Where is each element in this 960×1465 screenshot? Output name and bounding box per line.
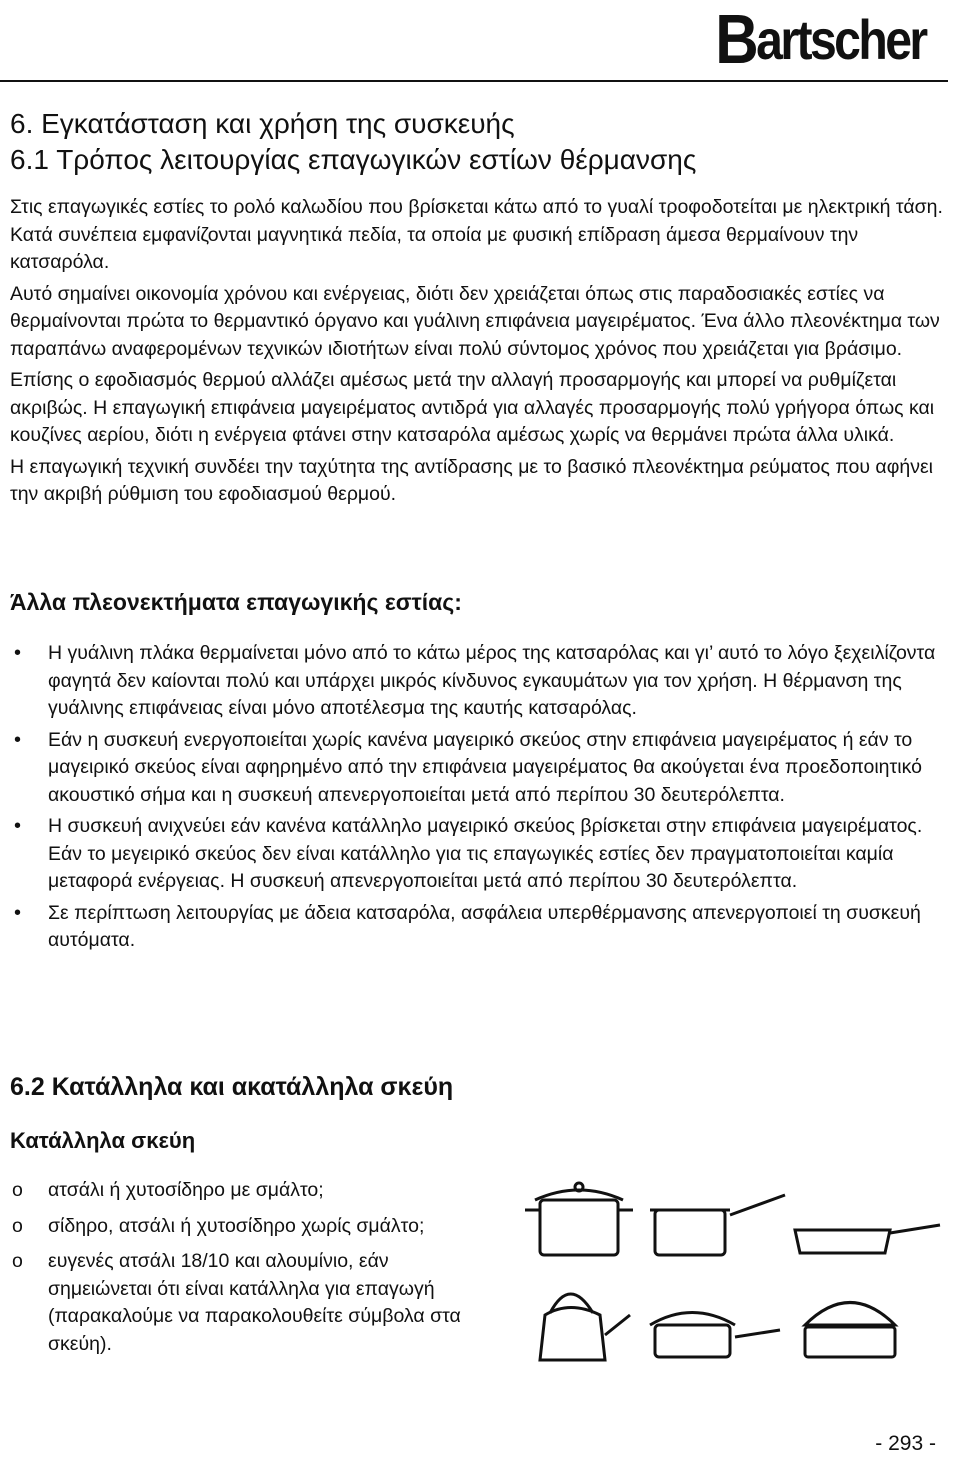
list-item: • Σε περίπτωση λειτουργίας με άδεια κατσαρόλα, ασφάλεια υπερθέρμανσης απενεργοποιεί τη συσκευή αυτόματα. bbox=[14, 901, 921, 951]
frying-pan-icon bbox=[795, 1225, 940, 1253]
stock-pot-icon bbox=[525, 1183, 633, 1255]
bullet-icon: • bbox=[14, 642, 22, 664]
list-item: o ευγενές ατσάλι 18/10 και αλουμίνιο, εάν σημειώνεται ότι είναι κατάλληλα για επαγωγή (παρακαλούμε να παρακολουθείτε σύμβολα στα σκεύη). bbox=[12, 1250, 461, 1355]
paragraph: Στις επαγωγικές εστίες το ρολό καλωδίου που βρίσκεται κάτω από το γυαλί τροφοδοτείται με ηλεκτρική τάση. Κατά συνέπεια εμφανίζονται μαγνητικά πεδία, τα οποία με φυσική επίδραση άμεσα θερμαίνουν την κατσαρόλα. bbox=[10, 196, 943, 273]
kettle-icon bbox=[540, 1294, 630, 1360]
list-item: • Εάν η συσκευή ενεργοποιείται χωρίς κανένα μαγειρικό σκεύος στην επιφάνεια μαγειρέματος ή εάν το μαγειρικό σκεύος είναι αφηρημένο από την επιφάνεια μαγειρέματος θα ακούγεται ένα προεδοποιητικό ακουστικό σήμα και η συσκευή απενεργοποιείται μετά από περίπου 30 δευτερόλεπτα. bbox=[14, 728, 922, 806]
saucepan-icon bbox=[650, 1195, 785, 1255]
list-item: • Η γυάλινη πλάκα θερμαίνεται μόνο από το κάτω μέρος της κατσαρόλας και γι’ αυτό το λόγο ξεχειλίζοντα φαγητά δεν καίονται πολύ και υπάρχει μικρός κίνδυνος εγκαυμάτων για τον χρήση. Η θέρμανση της γυάλινης επιφάνειας είναι μόνο αποτέλεσμα της καυτής κατσαρόλας. bbox=[14, 642, 936, 719]
section-6-2-title: 6.2 Κατάλληλα και ακατάλληλα σκεύη bbox=[10, 1073, 454, 1101]
paragraph: Επίσης ο εφοδιασμός θερμού αλλάζει αμέσως μετά την αλλαγή προσαρμογής και μπορεί να ρυθμίζεται ακριβώς. Η επαγωγική επιφάνεια μαγειρέματος αντιδρά για αλλαγές προσαρμογής πολύ γρήγορα όπως και κουζίνες αερίου, διότι η ενέργεια φτάνει στην κατσαρόλα αμέσως χωρίς να θερμάνει πρώτα άλλα υλικά. bbox=[10, 369, 935, 446]
bullet-icon: • bbox=[14, 815, 22, 837]
bartscher-logo: Bartscher bbox=[715, 0, 926, 78]
advantages-heading: Άλλα πλεονεκτήματα επαγωγικής εστίας: bbox=[10, 589, 462, 615]
suitable-cookware-list bbox=[10, 1177, 480, 1366]
list-item: • Η συσκευή ανιχνεύει εάν κανένα κατάλληλο μαγειρικό σκεύος βρίσκεται στην επιφάνεια μαγειρέματος. Εάν το μεγειρικό σκεύος δεν είναι κατάλληλο για τις επαγωγικές εστίες δεν πραγματοποιείται καμία μεταφορά ενέργειας. Η συσκευή απενεργοποιείται μετά από περίπου 30 δευτερόλεπτα. bbox=[14, 815, 923, 892]
circle-bullet-icon: o bbox=[12, 1250, 23, 1272]
section-title: 6. Εγκατάσταση και χρήση της συσκευής bbox=[10, 108, 515, 139]
list-item: o ατσάλι ή χυτοσίδηρο με σμάλτο; bbox=[10, 1177, 480, 1205]
bullet-icon: • bbox=[14, 901, 22, 924]
page-number: - 293 - bbox=[875, 1432, 936, 1455]
advantages-list bbox=[10, 640, 955, 959]
list-item: o σίδηρο, ατσάλι ή χυτοσίδηρο χωρίς σμάλτο; bbox=[10, 1213, 480, 1241]
bullet-icon: • bbox=[14, 728, 22, 751]
intro-text bbox=[10, 194, 955, 513]
pan-with-lid-icon bbox=[650, 1313, 780, 1358]
dome-lid-pot-icon bbox=[805, 1303, 895, 1358]
circle-bullet-icon: o bbox=[12, 1179, 23, 1201]
header-rule bbox=[0, 80, 948, 82]
paragraph: Αυτό σημαίνει οικονομία χρόνου και ενέργειας, διότι δεν χρειάζεται όπως στις παραδοσιακές εστίες να θερμαίνονται πρώτα το θερμαντικό όργανο και γυάλινη επιφάνεια μαγειρέματος. Ένα άλλο πλεονέκτημα των παραπάνω αναφερομένων τεχνικών ιδιοτήτων είναι πολύ σύντομος χρόνος που χρειάζεται για βράσιμο. bbox=[10, 282, 940, 360]
cookware-illustration bbox=[505, 1175, 945, 1375]
section-subtitle: 6.1 Τρόπος λειτουργίας επαγωγικών εστίων θέρμανσης bbox=[10, 144, 697, 175]
suitable-cookware-heading: Κατάλληλα σκεύη bbox=[10, 1128, 196, 1153]
circle-bullet-icon: o bbox=[12, 1214, 23, 1237]
paragraph: Η επαγωγική τεχνική συνδέει την ταχύτητα της αντίδρασης με το βασικό πλεονέκτημα ρεύματος που αφήνει την ακριβή ρύθμιση του εφοδιασμού θερμού. bbox=[10, 455, 933, 505]
